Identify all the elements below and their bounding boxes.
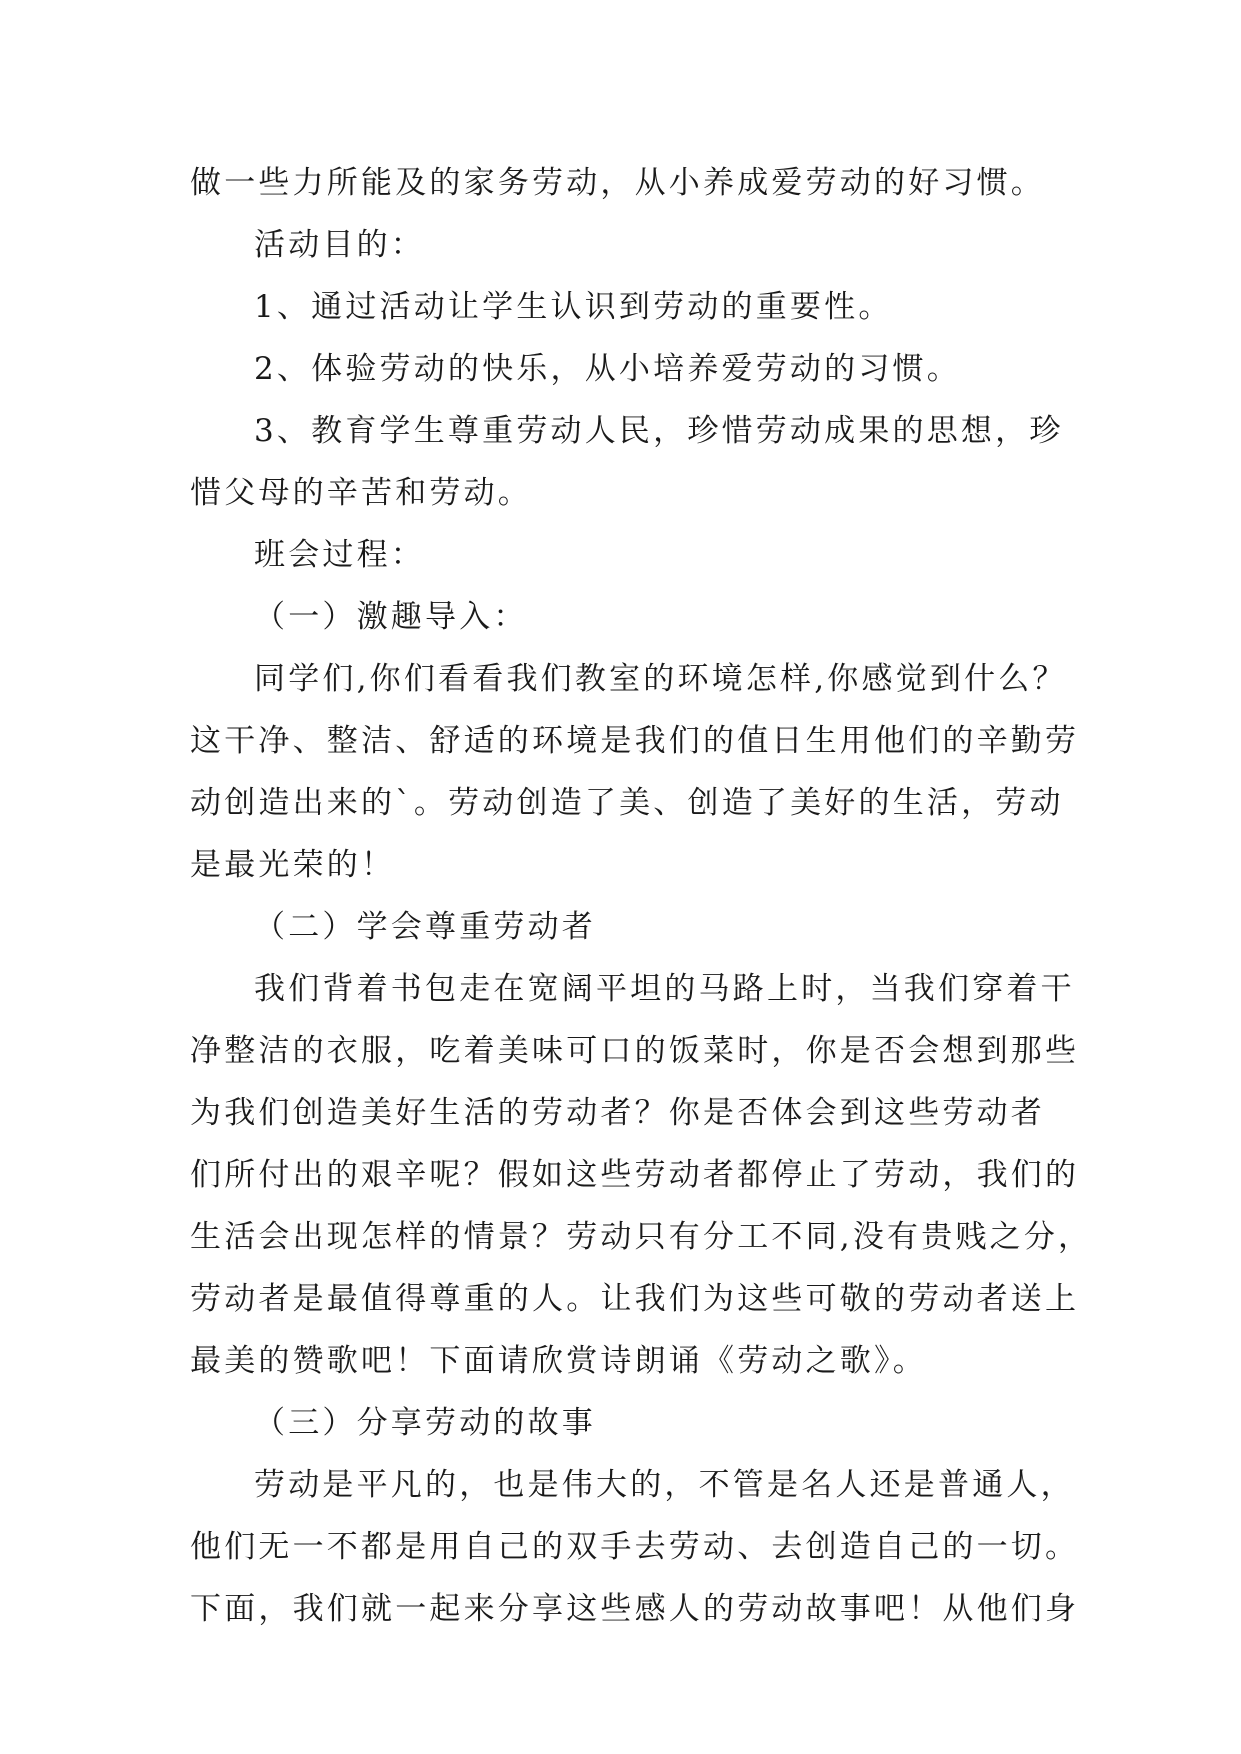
text-line: 动创造出来的`。劳动创造了美、创造了美好的生活，劳动 — [190, 785, 1064, 821]
text-line: 劳动者是最值得尊重的人。让我们为这些可敬的劳动者送上 — [190, 1281, 1080, 1317]
text-line: 他们无一不都是用自己的双手去劳动、去创造自己的一切。 — [190, 1529, 1080, 1565]
body-text — [190, 152, 1093, 1640]
text-line: 净整洁的衣服，吃着美味可口的饭菜时，你是否会想到那些 — [190, 1033, 1080, 1069]
text-line: 最美的赞歌吧！下面请欣赏诗朗诵《劳动之歌》。 — [190, 1343, 927, 1379]
text-line: 生活会出现怎样的情景？劳动只有分工不同,没有贵贱之分， — [190, 1219, 1093, 1255]
section-heading: （二）学会尊重劳动者 — [254, 909, 596, 945]
text-line: 做一些力所能及的家务劳动，从小养成爱劳动的好习惯。 — [190, 165, 1045, 201]
section-heading: （三）分享劳动的故事 — [254, 1405, 596, 1441]
text-line: 为我们创造美好生活的劳动者？你是否体会到这些劳动者 — [190, 1095, 1045, 1131]
text-line: 我们背着书包走在宽阔平坦的马路上时，当我们穿着干 — [254, 971, 1075, 1007]
text-line: 活动目的： — [254, 227, 425, 263]
text-line: 下面，我们就一起来分享这些感人的劳动故事吧！从他们身 — [190, 1591, 1080, 1627]
text-line: 班会过程： — [254, 537, 425, 573]
text-line: 惜父母的辛苦和劳动。 — [190, 475, 532, 511]
text-line: 劳动是平凡的，也是伟大的，不管是名人还是普通人， — [254, 1467, 1075, 1503]
text-line: 3、教育学生尊重劳动人民，珍惜劳动成果的思想，珍 — [254, 413, 1064, 449]
text-line: 1、通过活动让学生认识到劳动的重要性。 — [254, 289, 893, 325]
text-line: 这干净、整洁、舒适的环境是我们的值日生用他们的辛勤劳 — [190, 723, 1080, 759]
text-line: 2、体验劳动的快乐，从小培养爱劳动的习惯。 — [254, 351, 961, 387]
text-line: 们所付出的艰辛呢？假如这些劳动者都停止了劳动，我们的 — [190, 1157, 1080, 1193]
text-line: 是最光荣的！ — [190, 847, 396, 883]
section-heading: （一）激趣导入： — [254, 599, 528, 635]
text-line: 同学们,你们看看我们教室的环境怎样,你感觉到什么？ — [254, 661, 1067, 697]
